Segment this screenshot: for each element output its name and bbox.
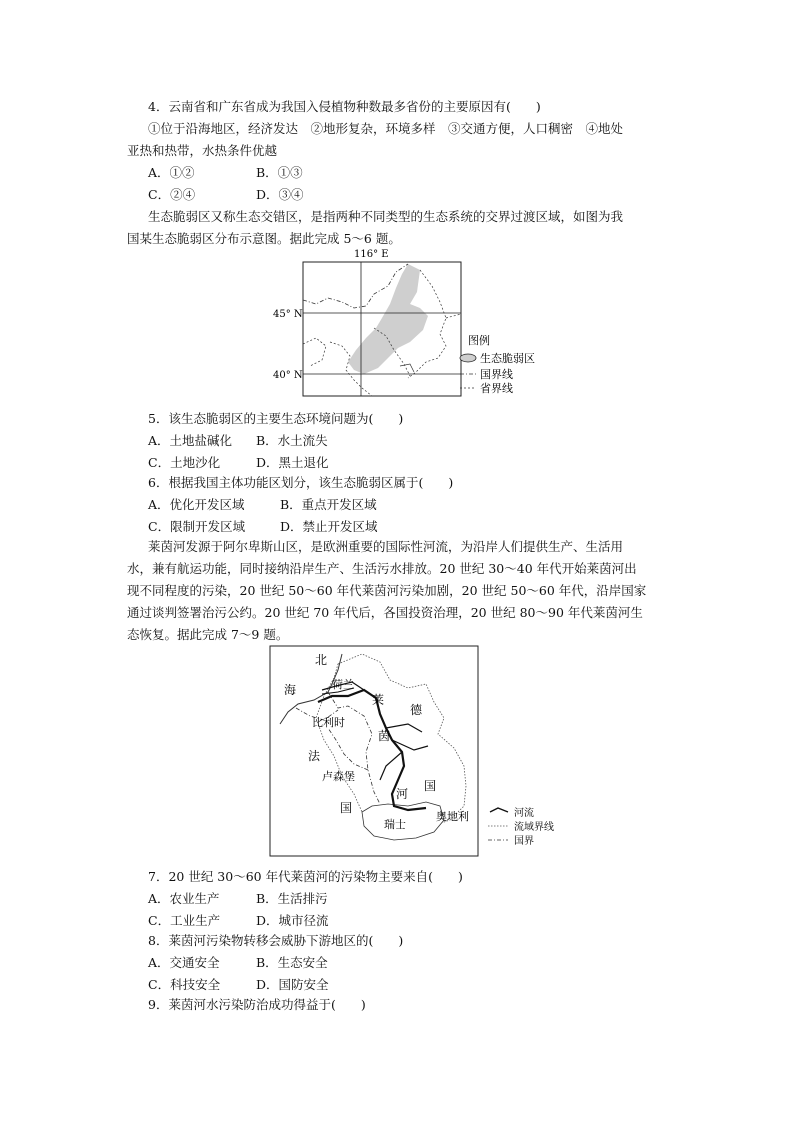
latitude-40-label: 40° N: [273, 370, 303, 381]
legend1-provincial-label: 省界线: [480, 382, 513, 395]
q5-option-d[interactable]: D．黑土退化: [256, 455, 329, 470]
q7-option-d[interactable]: D．城市径流: [256, 913, 329, 928]
q6-stem: 6．根据我国主体功能区划分，该生态脆弱区属于( ): [148, 475, 454, 490]
label-sea: 海: [284, 683, 297, 697]
q7-option-a[interactable]: A．农业生产: [148, 891, 220, 906]
legend1-title: 图例: [468, 334, 490, 347]
label-germany-guo: 国: [424, 779, 437, 793]
legend1-zone-label: 生态脆弱区: [480, 352, 535, 365]
legend1-national-label: 国界线: [480, 368, 513, 381]
longitude-label: 116° E: [354, 249, 389, 260]
intro2-line2: 水，兼有航运功能，同时接纳沿岸生产、生活污水排放。20 世纪 30～40 年代开始莱茵河出: [127, 561, 637, 576]
legend2-river-label: 河流: [514, 808, 534, 819]
q7-option-c[interactable]: C．工业生产: [148, 913, 221, 928]
q4-items-line1: ①位于沿海地区，经济发达 ②地形复杂，环境多样 ③交通方便，人口稠密 ④地处: [148, 121, 624, 136]
label-belgium: 比利时: [312, 716, 345, 729]
legend2-border-label: 国界: [514, 836, 534, 847]
q8-option-d[interactable]: D．国防安全: [256, 977, 329, 992]
q6-options-ab: [148, 496, 377, 514]
legend1-zone-swatch: [460, 354, 476, 362]
rhine-map: [268, 644, 568, 860]
label-france-guo: 国: [340, 801, 353, 815]
q8-option-a[interactable]: A．交通安全: [148, 955, 220, 970]
q9-stem: 9．莱茵河水污染防治成功得益于( ): [148, 997, 366, 1012]
q6-options-cd: [148, 518, 378, 536]
intro2-line4: 通过谈判签署治污公约。20 世纪 70 年代后，各国投资治理，20 世纪 80～90 年代莱茵河生: [127, 605, 643, 620]
q6-option-b[interactable]: B．重点开发区域: [280, 497, 377, 512]
label-austria: 奥地利: [436, 810, 469, 823]
q4-option-a[interactable]: A．①②: [148, 165, 195, 180]
label-north: 北: [315, 653, 328, 667]
fragile-zone-map: [270, 246, 570, 404]
label-luxembourg: 卢森堡: [322, 770, 355, 783]
q5-option-c[interactable]: C．土地沙化: [148, 455, 221, 470]
legend2-river-swatch: [490, 808, 508, 812]
q7-option-b[interactable]: B．生活排污: [256, 891, 328, 906]
q8-option-c[interactable]: C．科技安全: [148, 977, 221, 992]
q8-options-cd: [148, 976, 329, 994]
q8-option-b[interactable]: B．生态安全: [256, 955, 328, 970]
q4-option-d[interactable]: D．③④: [256, 187, 304, 202]
q5-option-b[interactable]: B．水土流失: [256, 433, 328, 448]
q4-options-cd: [148, 186, 304, 204]
label-netherlands: 荷兰: [332, 678, 354, 691]
q6-option-a[interactable]: A．优化开发区域: [148, 497, 245, 512]
q5-options-ab: [148, 432, 328, 450]
label-river-he: 河: [396, 787, 409, 801]
intro2-line3: 现不同程度的污染，20 世纪 50～60 年代莱茵河污染加剧，20 世纪 50～60 年代，沿岸国家: [127, 583, 647, 598]
latitude-45-label: 45° N: [273, 309, 303, 320]
q8-options-ab: [148, 954, 328, 972]
q5-option-a[interactable]: A．土地盐碱化: [148, 433, 233, 448]
q4-options-ab: [148, 164, 303, 182]
q4-stem: 4．云南省和广东省成为我国入侵植物种数最多省份的主要原因有( ): [148, 99, 541, 114]
q6-option-d[interactable]: D．禁止开发区域: [280, 519, 378, 534]
intro2-line5: 态恢复。据此完成 7～9 题。: [127, 627, 289, 642]
q7-options-cd: [148, 912, 329, 930]
q4-option-b[interactable]: B．①③: [256, 165, 303, 180]
label-switzerland: 瑞士: [384, 818, 406, 831]
intro2-line1: 莱茵河发源于阿尔卑斯山区，是欧洲重要的国际性河流，为沿岸人们提供生产、生活用: [148, 539, 624, 554]
q8-stem: 8．莱茵河污染物转移会威胁下游地区的( ): [148, 933, 404, 948]
q5-options-cd: [148, 454, 329, 472]
label-france-fa: 法: [308, 749, 321, 763]
q6-option-c[interactable]: C．限制开发区域: [148, 519, 246, 534]
q4-items-line2: 亚热和热带，水热条件优越: [127, 143, 278, 158]
label-germany-de: 德: [410, 703, 423, 717]
intro1-line1: 生态脆弱区又称生态交错区，是指两种不同类型的生态系统的交界过渡区域，如图为我: [148, 209, 624, 224]
label-rhine-lai: 莱: [372, 693, 385, 707]
legend2-basin-label: 流域界线: [514, 822, 554, 833]
label-rhine-yin: 茵: [378, 729, 391, 743]
q4-option-c[interactable]: C．②④: [148, 187, 196, 202]
intro1-line2: 国某生态脆弱区分布示意图。据此完成 5～6 题。: [127, 231, 401, 246]
q7-options-ab: [148, 890, 328, 908]
q7-stem: 7．20 世纪 30～60 年代莱茵河的污染物主要来自( ): [148, 869, 463, 884]
q5-stem: 5．该生态脆弱区的主要生态环境问题为( ): [148, 411, 404, 426]
